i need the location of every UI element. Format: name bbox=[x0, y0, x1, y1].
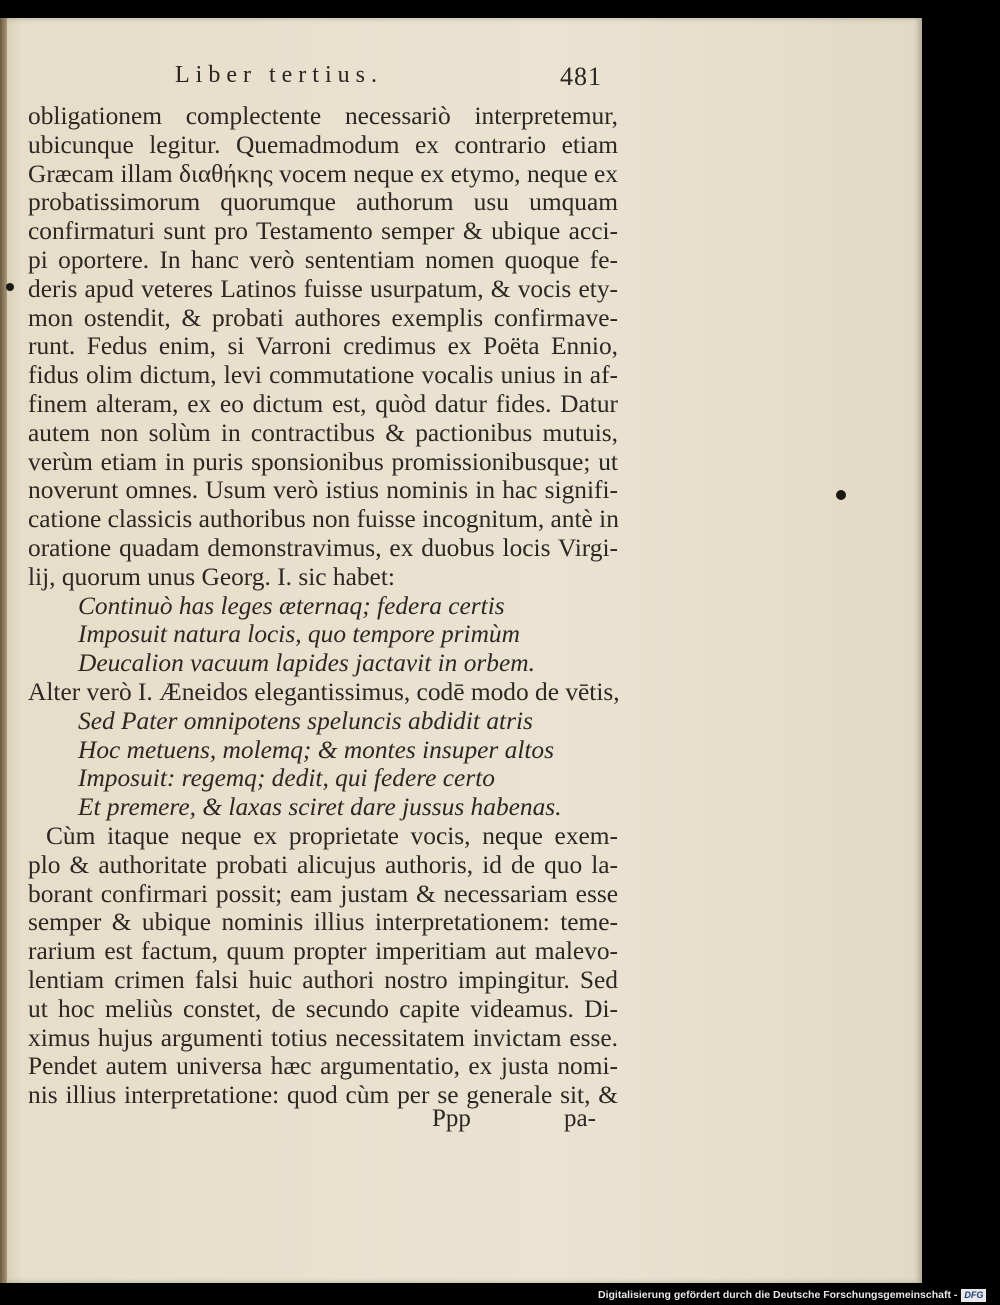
verse-line: Imposuit: regemq; dedit, qui federe certo bbox=[78, 764, 495, 793]
catchword: pa- bbox=[564, 1105, 596, 1132]
verse-line: Imposuit natura locis, quo tempore primùm bbox=[78, 620, 520, 649]
text-line: obligationem complectente necessariò interpretemur, bbox=[28, 102, 618, 130]
text-line: nis illius interpretatione: quod cùm per se generale sit, & bbox=[28, 1081, 618, 1110]
text-line: finem alteram, ex eo dictum est, quòd datur fides. Datur bbox=[28, 389, 618, 418]
verse-line: Continuò has leges æternaq; federa certis bbox=[78, 591, 505, 620]
text-line: ximus hujus argumenti totius necessitatem invictam esse. bbox=[28, 1023, 618, 1052]
verse-line: Et premere, & laxas sciret dare jussus habenas. bbox=[78, 793, 562, 822]
text-line: fidus olim dictum, levi commutatione vocalis unius in af- bbox=[28, 361, 618, 390]
text-line: semper & ubique nominis illius interpretationem: teme- bbox=[28, 908, 618, 937]
text-line: deris apud veteres Latinos fuisse usurpatum, & vocis ety- bbox=[28, 274, 618, 303]
text-line: autem non solùm in contractibus & pactionibus mutuis, bbox=[28, 418, 618, 447]
text-line: runt. Fedus enim, si Varroni credimus ex Poëta Ennio, bbox=[28, 332, 618, 361]
text-line: probatissimorum quorumque authorum usu umquam bbox=[28, 188, 618, 217]
dfg-logo-icon: DFG bbox=[961, 1289, 986, 1302]
text-line: noverunt omnes. Usum verò istius nominis in hac signifi- bbox=[28, 476, 618, 505]
verse-block-1 bbox=[28, 592, 618, 678]
paragraph-2 bbox=[28, 822, 618, 1110]
text-line: verùm etiam in puris sponsionibus promissionibusque; ut bbox=[28, 447, 618, 476]
text-line: oratione quadam demonstravimus, ex duobus locis Virgi- bbox=[28, 533, 618, 562]
page-number: 481 bbox=[560, 62, 602, 91]
text-line: mon ostendit, & probati authores exemplis confirmave- bbox=[28, 303, 618, 332]
text-line: confirmaturi sunt pro Testamento semper & ubique acci- bbox=[28, 217, 618, 246]
footer-credit: Digitalisierung gefördert durch die Deutsche Forschungsgemeinschaft - bbox=[598, 1289, 958, 1301]
verse-block-2 bbox=[28, 707, 618, 822]
verse-line: Sed Pater omnipotens speluncis abdidit atris bbox=[78, 706, 533, 735]
bridge-line: Alter verò I. Æneidos elegantissimus, codē modo de vētis, bbox=[28, 677, 620, 706]
text-line: lentiam crimen falsi huic authori nostro impingitur. Sed bbox=[28, 965, 618, 994]
page-gutter bbox=[0, 18, 7, 1283]
paragraph-1 bbox=[28, 102, 618, 592]
text-line: Pendet autem universa hæc argumentatio, ex justa nomi- bbox=[28, 1052, 618, 1081]
verse-line: Hoc metuens, molemq; & montes insuper altos bbox=[78, 735, 555, 764]
text-line: ubicunque legitur. Quemadmodum ex contrario etiam bbox=[28, 130, 618, 159]
margin-mark bbox=[6, 283, 14, 291]
ink-spot bbox=[836, 490, 846, 500]
text-line: ut hoc meliùs constet, de secundo capite videamus. Di- bbox=[28, 994, 618, 1023]
text-line: plo & authoritate probati alicujus authoris, id de quo la- bbox=[28, 850, 618, 879]
verse-line: Deucalion vacuum lapides jactavit in orbem. bbox=[78, 649, 535, 678]
text-line: catione classicis authoribus non fuisse incognitum, antè in bbox=[28, 505, 619, 534]
text-line: borant confirmari possit; eam justam & necessariam esse bbox=[28, 879, 618, 908]
text-line: pi oportere. In hanc verò sententiam nomen quoque fe- bbox=[28, 245, 618, 274]
signature-mark: Ppp bbox=[432, 1105, 471, 1132]
text-line: Græcam illam διαθήκης vocem neque ex etymo, neque ex bbox=[28, 159, 618, 188]
text-line: Cùm itaque neque ex proprietate vocis, neque exem- bbox=[46, 821, 618, 850]
running-head: Liber tertius. bbox=[175, 62, 383, 88]
text-line: rarium est factum, quum propter imperitiam aut malevo- bbox=[28, 937, 618, 966]
page-body bbox=[28, 102, 618, 1110]
text-line: lij, quorum unus Georg. I. sic habet: bbox=[28, 562, 395, 591]
digitization-footer bbox=[598, 1287, 998, 1303]
